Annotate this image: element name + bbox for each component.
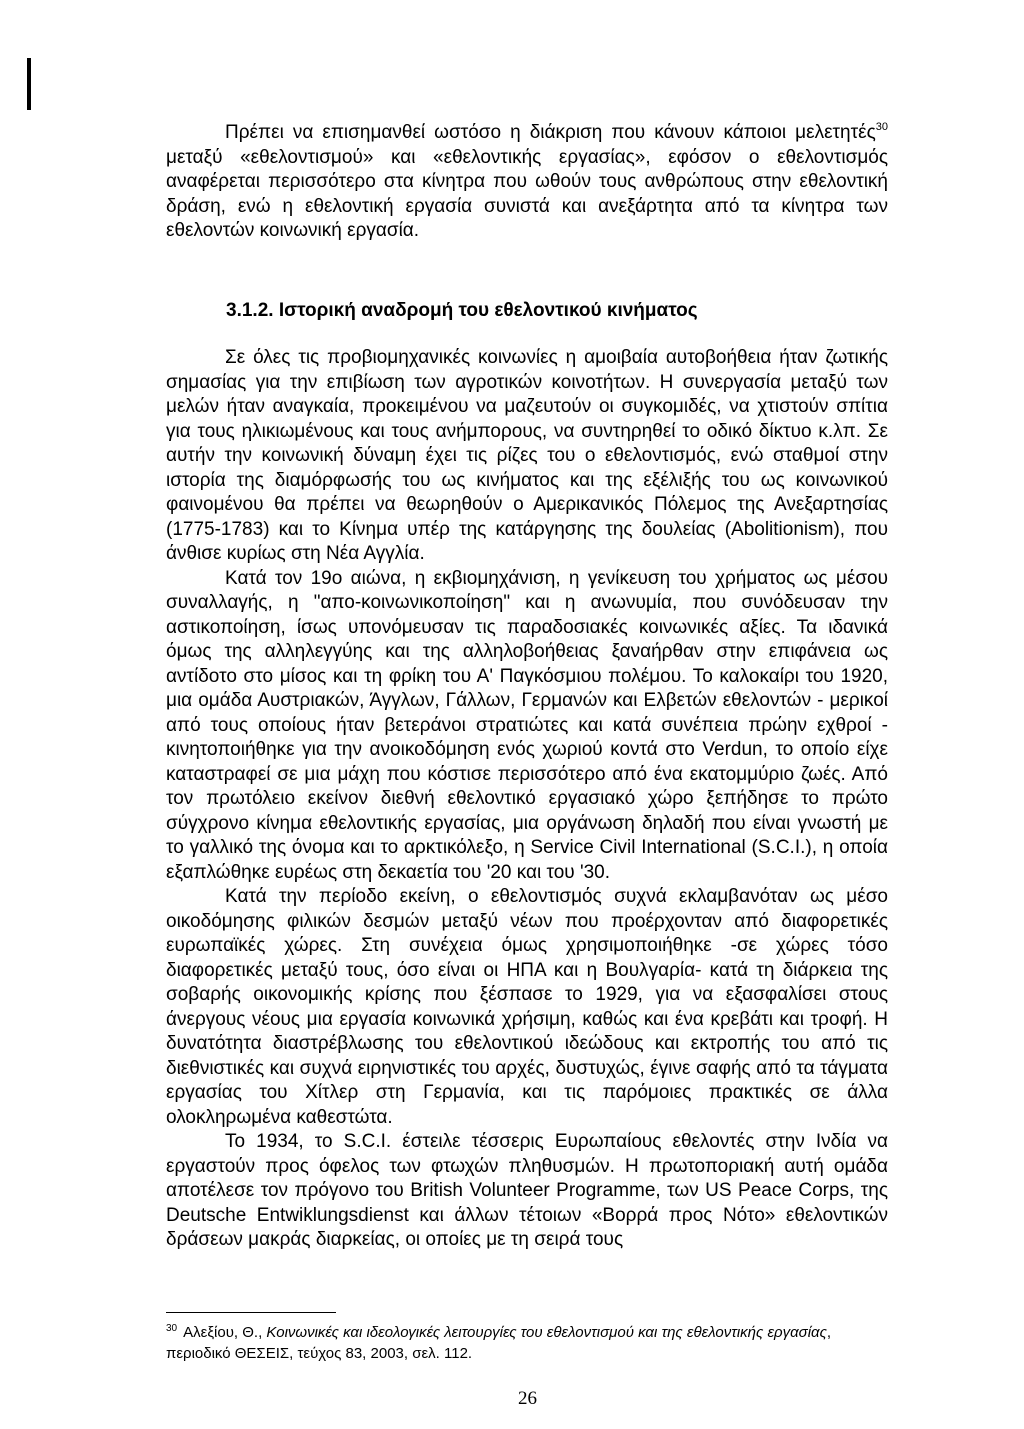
- intro-text-continued: μεταξύ «εθελοντισμού» και «εθελοντικής εργασίας», εφόσον ο εθελοντισμός αναφέρεται περισσότερο στα κίνητρα που ωθούν τους ανθρώπους στην εθελοντική δράση, ενώ η εθελοντική εργασία συνιστά και ανεξάρτητα από τα κίνητρα των εθελοντών κοινωνική εργασία.: [166, 146, 888, 241]
- section-heading: 3.1.2. Ιστορική αναδρομή του εθελοντικού κινήματος: [226, 300, 698, 321]
- scan-edge-mark: [27, 58, 31, 110]
- footnote-reference: 30: [875, 121, 888, 133]
- intro-text: Πρέπει να επισημανθεί ωστόσο η διάκριση που κάνουν κάποιοι μελετητές: [225, 122, 876, 143]
- footnote: [166, 1318, 888, 1364]
- body-paragraph: Κατά τον 19ο αιώνα, η εκβιομηχάνιση, η γενίκευση του χρήματος ως μέσου συναλλαγής, η "απο-κοινωνικοποίηση" και η ανωνυμία, που συνόδευσαν την αστικοποίηση, ίσως υπονόμευσαν τις παραδοσιακές κοινωνικές αξίες. Τα ιδανικά όμως της αλληλεγγύης και της αλληλοβοήθειας ξαναήρθαν στην επιφάνεια ως αντίδοτο στο μίσος και τη φρίκη του Α' Παγκόσμιου πολέμου. Το καλοκαίρι του 1920, μια ομάδα Αυστριακών, Άγγλων, Γάλλων, Γερμανών και Ελβετών εθελοντών - μερικοί από τους οποίους ήταν βετεράνοι στρατιώτες και κατά συνέπεια πρώην εχθροί - κινητοποιήθηκε για την ανοικοδόμηση ενός χωριού κοντά στο Verdun, το οποίο είχε καταστραφεί σε μια μάχη που κόστισε περισσότερο από ένα εκατομμύριο ζωές. Από τον πρωτόλειο εκείνον διεθνή εθελοντικό εργασιακό χώρο ξεπήδησε το πρώτο σύγχρονο κίνημα εθελοντικής εργασίας, μια οργάνωση δηλαδή που είναι γνωστή με το γαλλικό της όνομα και το αρκτικόλεξο, η Service Civil International (S.C.I.), η οποία εξαπλώθηκε ευρέως στη δεκαετία του '20 και του '30.: [166, 567, 888, 883]
- footnote-author: Αλεξίου, Θ.,: [183, 1324, 267, 1341]
- page-number: 26: [518, 1388, 537, 1409]
- footnote-title: Κοινωνικές και ιδεολογικές λειτουργίες του εθελοντισμού και της εθελοντικής εργασίας: [266, 1324, 827, 1341]
- body-paragraph: Κατά την περίοδο εκείνη, ο εθελοντισμός συχνά εκλαμβανόταν ως μέσο οικοδόμησης φιλικών δεσμών μεταξύ νέων που προέρχονταν από διαφορετικές ευρωπαϊκές χώρες. Στη συνέχεια όμως χρησιμοποιήθηκε -σε χώρες τόσο διαφορετικές μεταξύ τους, όσο είναι οι ΗΠΑ και η Βουλγαρία- κατά τη διάρκεια της σοβαρής οικονομικής κρίσης που ξέσπασε το 1929, για να εξασφαλίσει στους άνεργους νέους μια εργασία κοινωνικά χρήσιμη, καθώς και ένα κρεβάτι και τροφή. Η δυνατότητα διαστρέβλωσης του εθελοντικού ιδεώδους και εκτροπής του από τις διεθνιστικές και συχνά ειρηνιστικές του αρχές, δυστυχώς, έγινε σαφής από τα τάγματα εργασίας του Χίτλερ στη Γερμανία, και τις παρόμοιες πρακτικές σε άλλα ολοκληρωμένα καθεστώτα.: [166, 886, 888, 1128]
- body-paragraph: Σε όλες τις προβιομηχανικές κοινωνίες η αμοιβαία αυτοβοήθεια ήταν ζωτικής σημασίας για την επιβίωση των αγροτικών κοινοτήτων. Η συνεργασία μεταξύ των μελών ήταν αναγκαία, προκειμένου να μαζευτούν οι συγκομιδές, να χτιστούν σπίτια για τους ηλικιωμένους και τους ανήμπορους, να συντηρηθεί το οδικό δίκτυο κ.λπ. Σε αυτήν την κοινωνική δύναμη έχει τις ρίζες του ο εθελοντισμός, ενώ σταθμοί στην ιστορία της διαμόρφωσής του ως κινήματος και της εξέλιξής του ως κοινωνικού φαινομένου θα πρέπει να θεωρηθούν ο Αμερικανικός Πόλεμος της Ανεξαρτησίας (1775-1783) και το Κίνημα υπέρ της κατάργησης της δουλείας (Abolitionism), που άνθισε κυρίως στη Νέα Αγγλία.: [166, 347, 888, 564]
- body-paragraph: Το 1934, το S.C.I. έστειλε τέσσερις Ευρωπαίους εθελοντές στην Ινδία να εργαστούν προς όφελος των φτωχών πληθυσμών. Η πρωτοποριακή αυτή ομάδα αποτέλεσε τον πρόγονο του British Volunteer Programme, των US Peace Corps, της Deutsche Entwiklungsdienst και άλλων τέτοιων «Βορρά προς Νότο» εθελοντικών δράσεων μακράς διαρκείας, οι οποίες με τη σειρά τους: [166, 1131, 888, 1250]
- footnote-separator: [166, 1312, 336, 1313]
- intro-paragraph: [166, 121, 888, 244]
- section-body: [166, 346, 888, 1253]
- footnote-source: , περιοδικό ΘΕΣΕΙΣ, τεύχος 83, 2003, σελ. 112.: [166, 1324, 832, 1362]
- footnote-number: 30: [166, 1323, 178, 1334]
